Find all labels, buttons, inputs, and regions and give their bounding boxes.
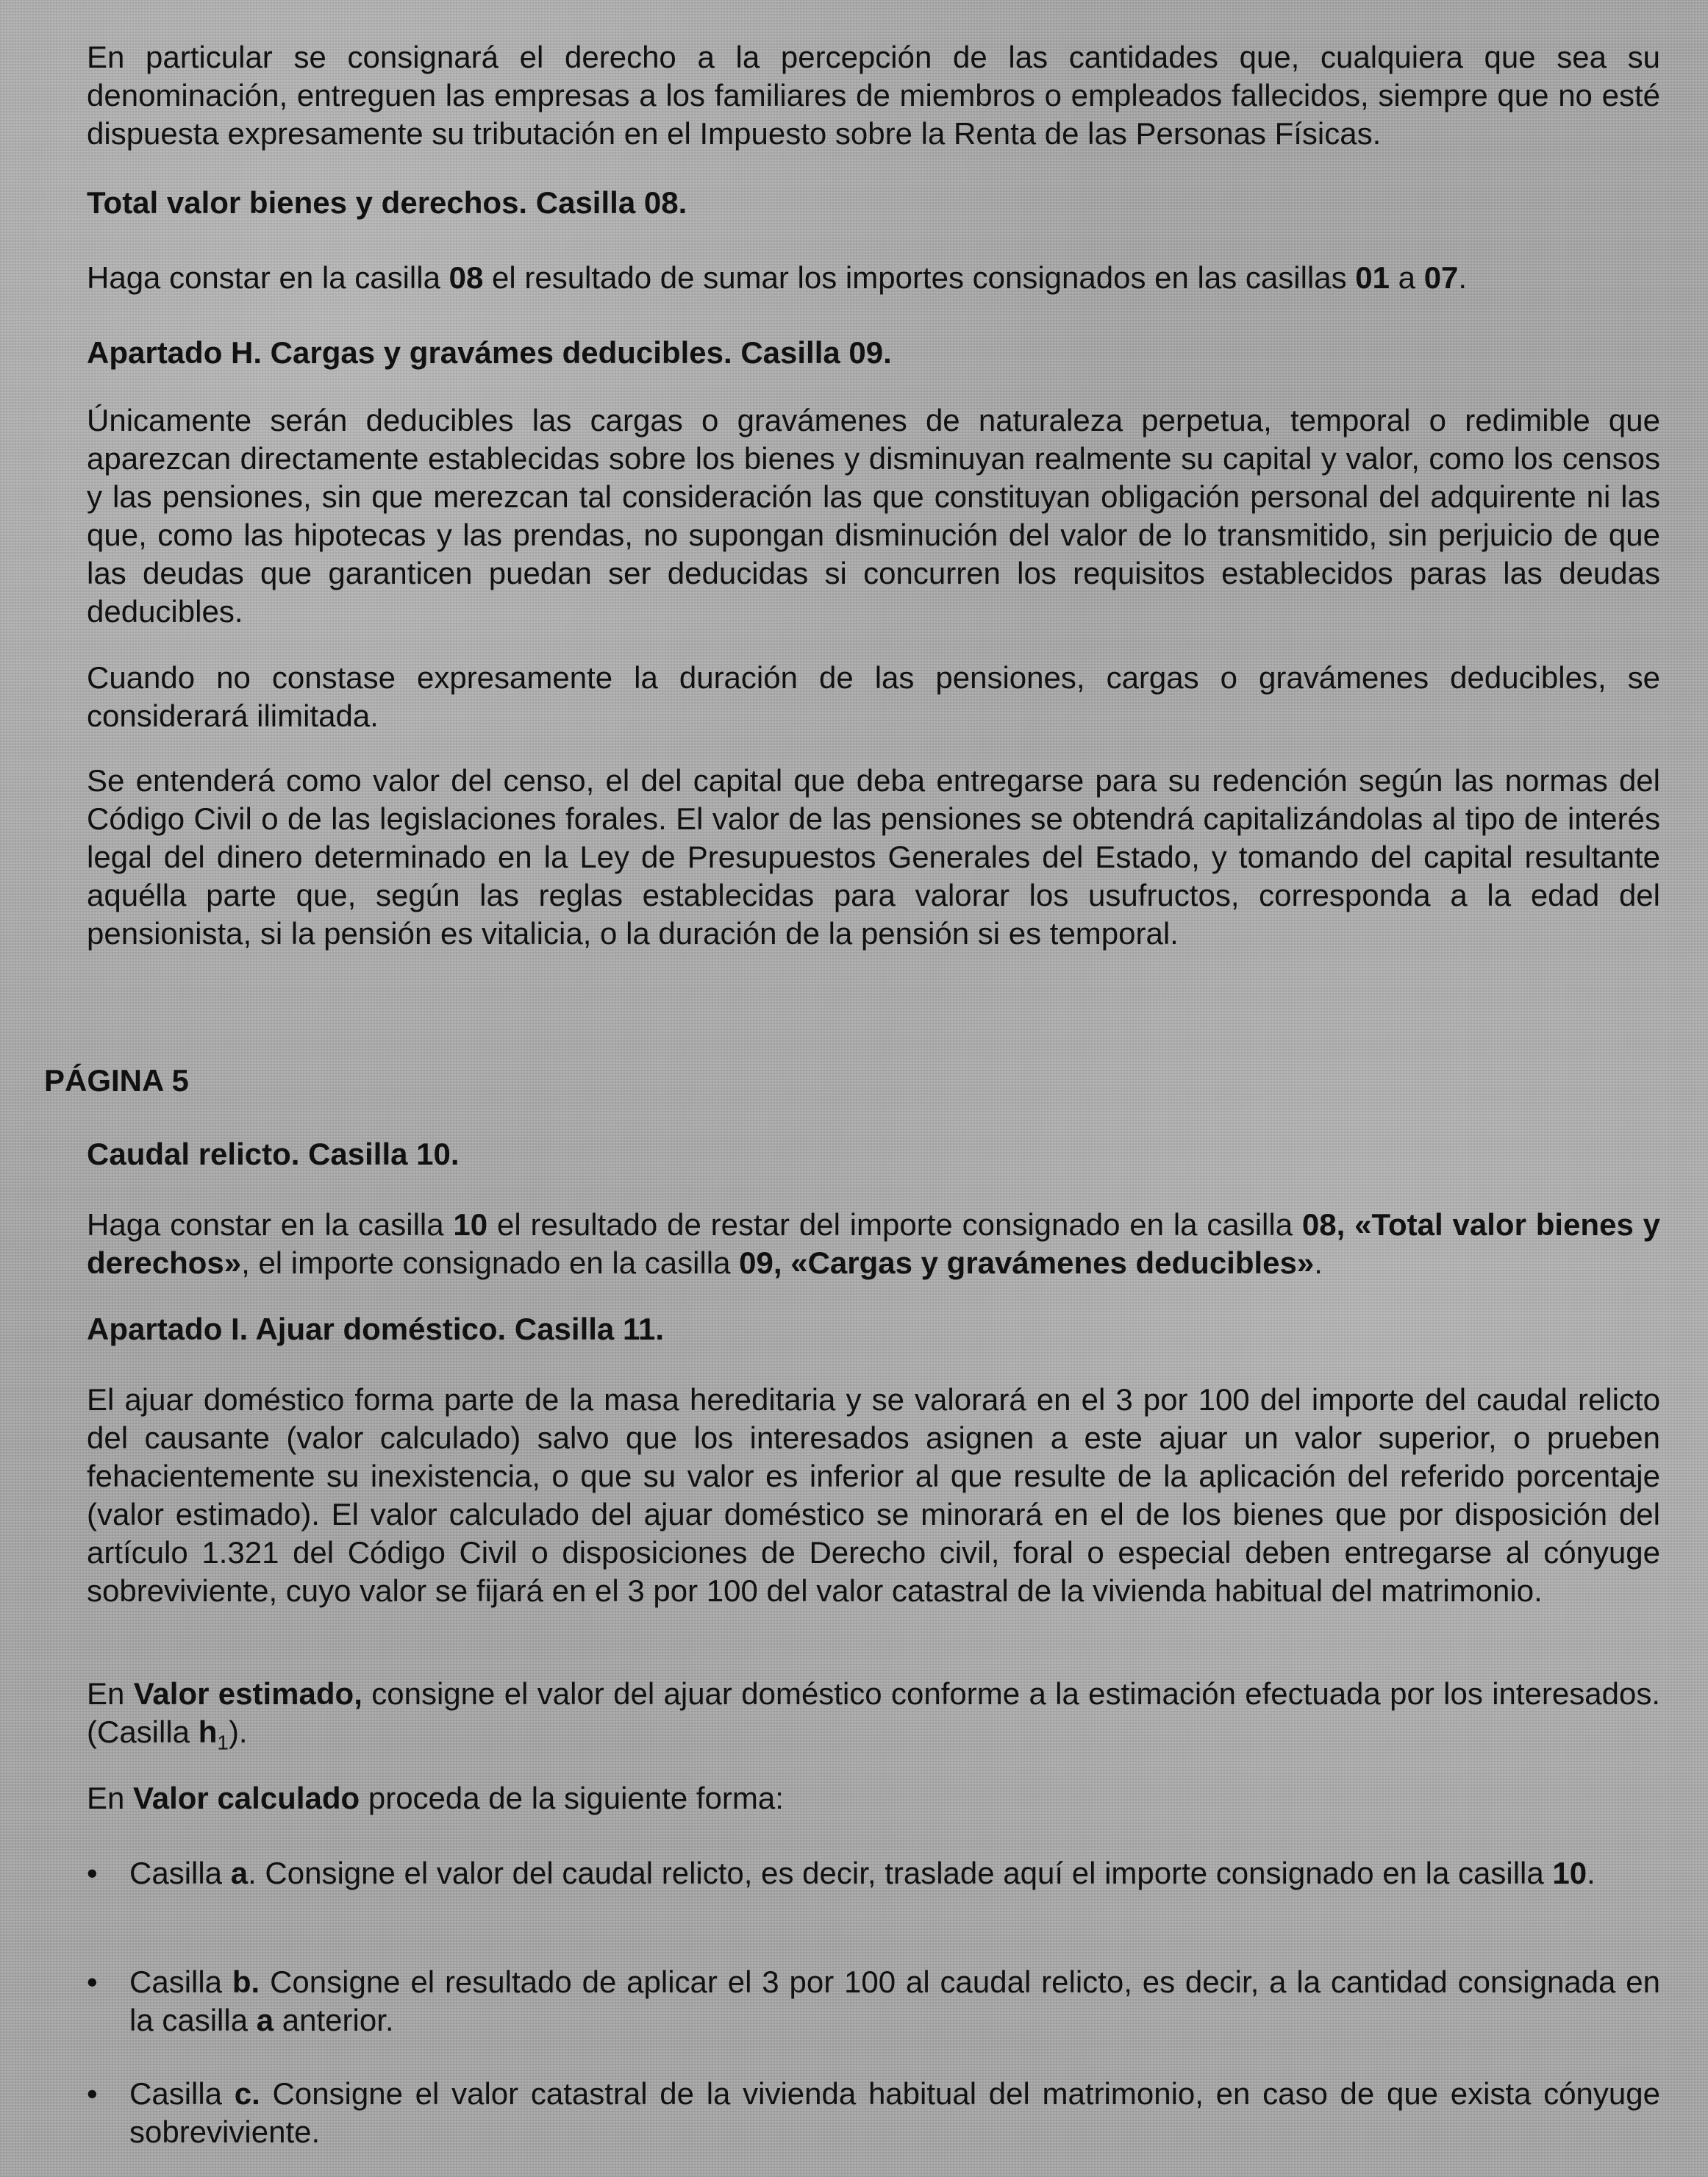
- heading-total-valor: Total valor bienes y derechos. Casilla 08.: [87, 185, 687, 220]
- valor-estimado-block: [87, 1675, 1660, 1762]
- bullet-marker: •: [87, 1965, 98, 1999]
- apartado-h-para1-block: [87, 401, 1660, 631]
- text-run: consigne el valor del ajuar doméstico conforme a la estimación efectuada por los interesados. (Casilla: [87, 1676, 1661, 1749]
- text-run: .: [1458, 260, 1468, 295]
- apartado-h-paragraph-2: Cuando no constase expresamente la duración de las pensiones, cargas o gravámenes deducibles, se considerará ilimitada.: [87, 660, 1660, 733]
- bold-run: a: [230, 1856, 249, 1890]
- text-run: Casilla: [129, 1965, 232, 1999]
- bold-run: 08: [449, 260, 484, 295]
- section-caudal-relicto: [87, 1135, 1660, 1173]
- section-apartado-i: [87, 1310, 1660, 1348]
- heading-apartado-h: Apartado H. Cargas y gravámes deducibles. Casilla 09.: [87, 335, 892, 370]
- bold-run: 10: [1552, 1856, 1587, 1890]
- valor-estimado-paragraph: [87, 1675, 1660, 1762]
- section-apartado-h: [87, 334, 1660, 372]
- text-run: ).: [228, 1715, 248, 1749]
- text-run: Consigne el resultado de aplicar el 3 por 100 al caudal relicto, es decir, a la cantidad consignada en la casilla: [129, 1965, 1660, 2037]
- bullet-text-casilla-a: [129, 1854, 1660, 1892]
- bold-run: b.: [232, 1965, 260, 1999]
- bold-run: a: [256, 2003, 274, 2037]
- text-run: .: [1587, 1856, 1596, 1890]
- bullet-item-casilla-b: [87, 1963, 1660, 2040]
- section-total-valor: [87, 184, 1660, 222]
- bold-run: 01: [1355, 260, 1390, 295]
- text-run: el resultado de restar del importe consignado en la casilla: [487, 1207, 1302, 1242]
- apartado-h-para2-block: [87, 659, 1660, 735]
- text-run: Casilla: [129, 1856, 231, 1890]
- caudal-paragraph: [87, 1206, 1660, 1282]
- heading-caudal-relicto: Caudal relicto. Casilla 10.: [87, 1137, 460, 1171]
- valor-calculado-block: [87, 1779, 1660, 1817]
- bold-run: Valor calculado: [133, 1781, 360, 1815]
- total-valor-paragraph-block: [87, 259, 1660, 297]
- text-run: En: [87, 1781, 134, 1815]
- valor-calculado-paragraph: [87, 1779, 1660, 1817]
- bullet-marker: •: [87, 2076, 98, 2111]
- caudal-paragraph-block: [87, 1206, 1660, 1282]
- bullet-item-casilla-a: [87, 1854, 1660, 1892]
- bullet-text-casilla-c: [129, 2075, 1660, 2151]
- bold-run: 10: [453, 1207, 488, 1242]
- text-run: , el importe consignado en la casilla: [241, 1245, 740, 1280]
- bullet-item-casilla-c: [87, 2075, 1660, 2151]
- apartado-i-paragraph-1: El ajuar doméstico forma parte de la masa hereditaria y se valorará en el 3 por 100 del importe del caudal relicto del causante (valor calculado) salvo que los interesados asignen a este ajuar un valor superior, o prueben fehacientemente su inexistencia, o que su valor es inferior al que resulte de la aplicación del referido porcentaje (valor estimado). El valor calculado del ajuar doméstico se minorará en el de los bienes que por disposición del artículo 1.321 del Código Civil o disposiciones de Derecho civil, foral o especial deben entregarse al cónyuge sobreviviente, cuyo valor se fijará en el 3 por 100 del valor catastral de la vivienda habitual del matrimonio.: [87, 1382, 1660, 1608]
- text-run: Consigne el valor catastral de la vivienda habitual del matrimonio, en caso de que exista cónyuge sobreviviente.: [129, 2076, 1660, 2149]
- bullet-marker: •: [87, 1856, 98, 1890]
- text-run: .: [1314, 1245, 1323, 1280]
- text-run: el resultado de sumar los importes consignados en las casillas: [483, 260, 1356, 295]
- bold-run: 08, «Total valor bienes y derechos»: [87, 1207, 1660, 1280]
- bold-run: h: [198, 1715, 218, 1749]
- text-run: anterior.: [274, 2003, 394, 2037]
- text-run: Casilla: [129, 2076, 235, 2111]
- text-run: a: [1389, 260, 1424, 295]
- intro-paragraph-block: [87, 38, 1660, 153]
- text-run: . Consigne el valor del caudal relicto, es decir, traslade aquí el importe consignado en la casilla: [248, 1856, 1553, 1890]
- bold-run: 09, «Cargas y gravámenes deducibles»: [739, 1245, 1315, 1280]
- text-run: proceda de la siguiente forma:: [360, 1781, 784, 1815]
- bold-run: 07: [1423, 260, 1459, 295]
- text-run: Haga constar en la casilla: [87, 1207, 454, 1242]
- apartado-h-para3-block: [87, 762, 1660, 953]
- bullet-text-casilla-b: [129, 1963, 1660, 2040]
- intro-paragraph: En particular se consignará el derecho a la percepción de las cantidades que, cualquiera que sea su denominación, entreguen las empresas a los familiares de miembros o empleados fallecidos, siempre que no esté dispuesta expresamente su tributación en el Impuesto sobre la Renta de las Personas Físicas.: [87, 40, 1660, 151]
- bold-run: c.: [234, 2076, 260, 2111]
- apartado-i-para1-block: [87, 1381, 1660, 1610]
- text-run: En: [87, 1676, 134, 1711]
- page-section-label: PÁGINA 5: [44, 1063, 189, 1098]
- subscript: 1: [217, 1731, 229, 1754]
- total-valor-paragraph: [87, 259, 1660, 297]
- apartado-h-paragraph-3: Se entenderá como valor del censo, el del capital que deba entregarse para su redención según las normas del Código Civil o de las legislaciones forales. El valor de las pensiones se obtendrá capitalizándolas al tipo de interés legal del dinero determinado en la Ley de Presupuestos Generales del Estado, y tomando del capital resultante aquélla parte que, según las reglas establecidas para valorar los usufructos, corresponda a la edad del pensionista, si la pensión es vitalicia, o la duración de la pensión si es temporal.: [87, 763, 1660, 951]
- heading-apartado-i: Apartado I. Ajuar doméstico. Casilla 11.: [87, 1312, 665, 1346]
- text-run: Haga constar en la casilla: [87, 260, 449, 295]
- bold-run: Valor estimado,: [133, 1676, 362, 1711]
- apartado-h-paragraph-1: Únicamente serán deducibles las cargas o gravámenes de naturaleza perpetua, temporal o redimible que aparezcan directamente establecidas sobre los bienes y disminuyan realmente su capital y valor, como los censos y las pensiones, sin que merezcan tal consideración las que constituyan obligación personal del adquirente ni las que, como las hipotecas y las prendas, no supongan disminución del valor de lo transmitido, sin perjuicio de que las deudas que garanticen puedan ser deducidas si concurren los requisitos establecidos paras las deudas deducibles.: [87, 403, 1660, 629]
